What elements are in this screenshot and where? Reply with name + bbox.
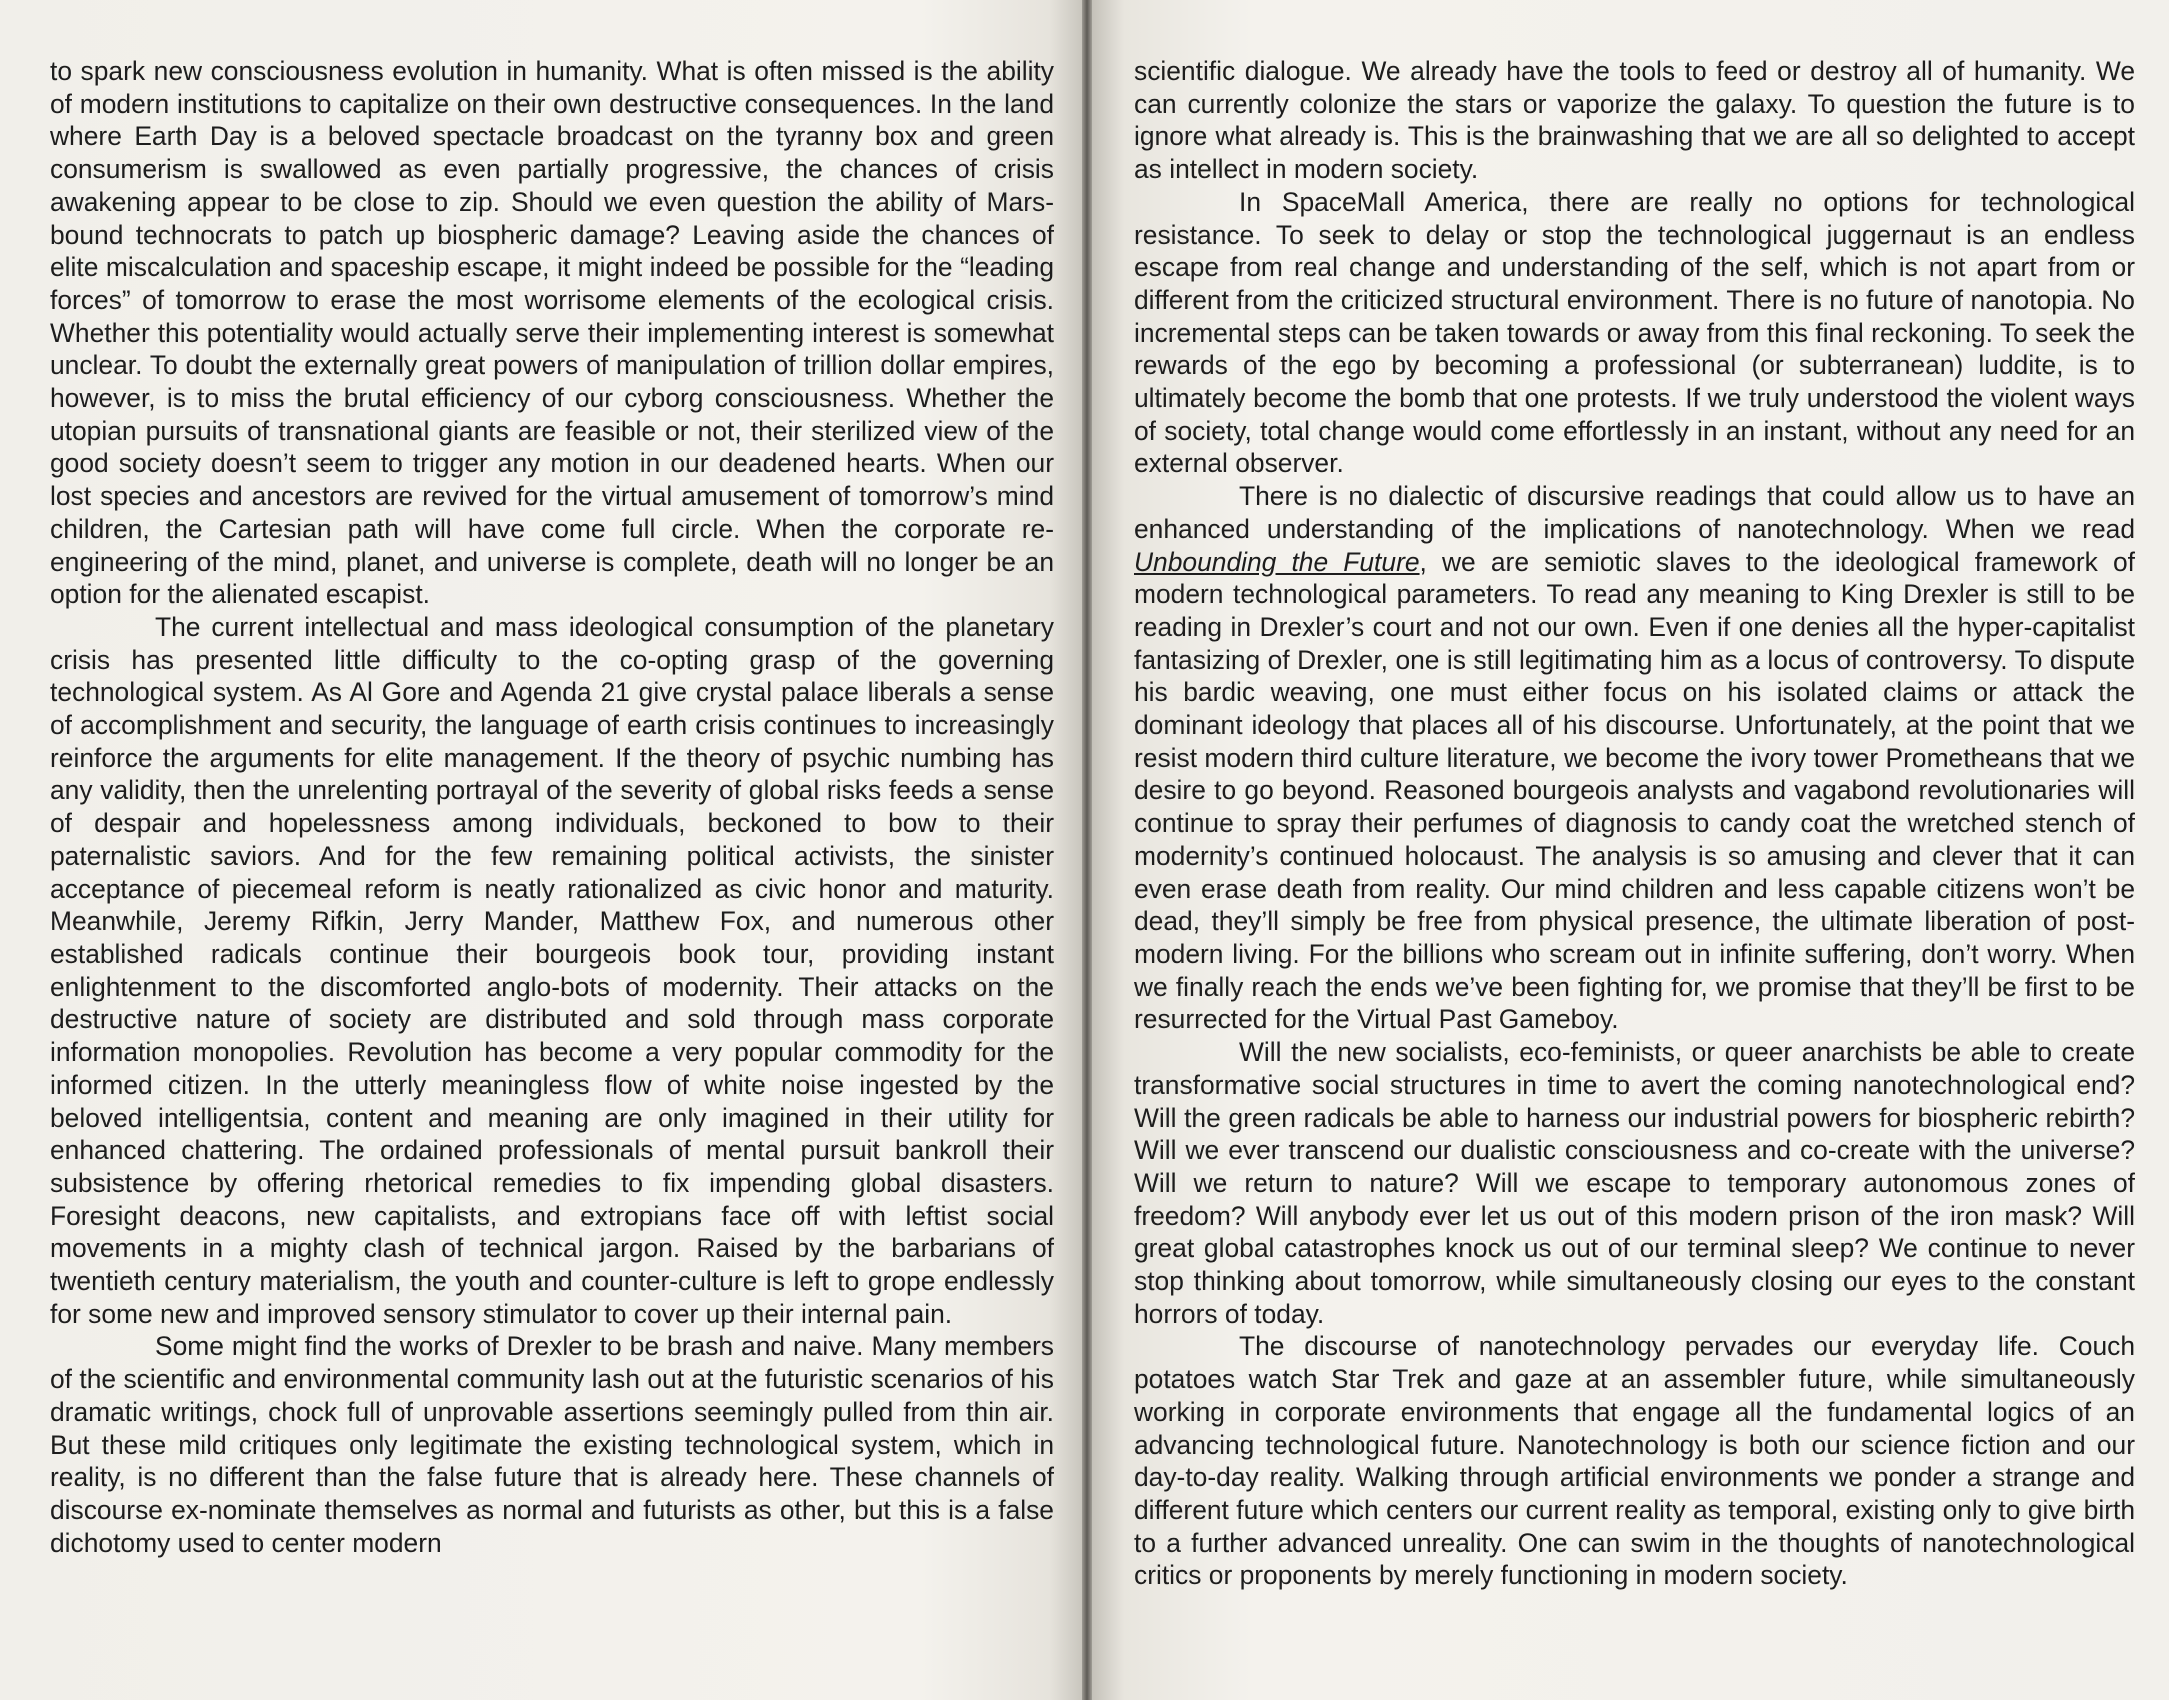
- right-paragraph: In SpaceMall America, there are really no options for technological resistance. To seek to delay or stop the technological juggernaut is an endless escape from real change and understanding of the self, which is not apart from or different from the criticized structural environment. There is no future of nanotopia. No incremental steps can be taken towards or away from this final reckoning. To seek the rewards of the ego by becoming a professional (or subterranean) luddite, is to ultimately become the bomb that one protests. If we truly understood the violent ways of society, total change would come effortlessly in an instant, without any need for an external observer.: [1134, 186, 2135, 479]
- left-paragraph: Some might find the works of Drexler to be brash and naive. Many members of the scientific and environmental community lash out at the futuristic scenarios of his dramatic writings, chock full of unprovable assertions seemingly pulled from thin air. But these mild critiques only legitimate the existing technological system, which in reality, is no different than the false future that is already here. These channels of discourse ex-nominate themselves as normal and futurists as other, but this is a false dichotomy used to center modern: [50, 1331, 1054, 1558]
- paragraph-text-segment: , we are semiotic slaves to the ideological framework of modern technological parameters. To read any meaning to King Drexler is still to be reading in Drexler’s court and not our own. Even if one denies all the hyper-capitalist fantasizing of Drexler, one is still legitimating him as a locus of controversy. To dispute his bardic weaving, one must either focus on his isolated claims or attack the dominant ideology that places all of his discourse. Unfortunately, at the point that we resist modern third culture literature, we become the ivory tower Prometheans that we desire to go beyond. Reasoned bourgeois analysts and vagabond revolutionaries will continue to spray their perfumes of diagnosis to candy coat the wretched stench of modernity’s continued holocaust. The analysis is so amusing and clever that it can even erase death from reality. Our mind children and less capable citizens won’t be dead, they’ll simply be free from physical presence, the ultimate liberation of post-modern living. For the billions who scream out in infinite suffering, don’t worry. When we finally reach the ends we’ve been fighting for, we promise that they’ll be first to be resurrected for the Virtual Past Gameboy.: [1134, 546, 2136, 1035]
- left-paragraph: The current intellectual and mass ideological consumption of the planetary crisis has presented little difficulty to the co-opting grasp of the governing technological system. As Al Gore and Agenda 21 give crystal palace liberals a sense of accomplishment and security, the language of earth crisis continues to increasingly reinforce the arguments for elite management. If the theory of psychic numbing has any validity, then the unrelenting portrayal of the severity of global risks feeds a sense of despair and hopelessness among individuals, beckoned to bow to their paternalistic saviors. And for the few remaining political activists, the sinister acceptance of piecemeal reform is neatly rationalized as civic honor and maturity. Meanwhile, Jeremy Rifkin, Jerry Mander, Matthew Fox, and numerous other established radicals continue their bourgeois book tour, providing instant enlightenment to the discomforted anglo-bots of modernity. Their attacks on the destructive nature of society are distributed and sold through mass corporate information monopolies. Revolution has become a very popular commodity for the informed citizen. In the utterly meaningless flow of white noise ingested by the beloved intelligentsia, content and meaning are only imagined in their utility for enhanced chattering. The ordained professionals of mental pursuit bankroll their subsistence by offering rhetorical remedies to fix impending global disasters. Foresight deacons, new capitalists, and extropians face off with leftist social movements in a mighty clash of technical jargon. Raised by the barbarians of twentieth century materialism, the youth and counter-culture is left to grope endlessly for some new and improved sensory stimulator to cover up their internal pain.: [50, 611, 1054, 1329]
- left-page-text: [50, 55, 1054, 1559]
- right-paragraph: Will the new socialists, eco-feminists, or queer anarchists be able to create transformative social structures in time to avert the coming nanotechnological end? Will the green radicals be able to harness our industrial powers for biospheric rebirth? Will we ever transcend our dualistic consciousness and co-create with the universe? Will we return to nature? Will we escape to temporary autonomous zones of freedom? Will anybody ever let us out of this modern prison of the iron mask? Will great global catastrophes knock us out of our terminal sleep? We continue to never stop thinking about tomorrow, while simultaneously closing our eyes to the constant horrors of today.: [1134, 1037, 2135, 1329]
- right-paragraph: The discourse of nanotechnology pervades our everyday life. Couch potatoes watch Star Trek and gaze at an assembler future, while simultaneously working in corporate environments that engage all the fundamental logics of an advancing technological future. Nanotechnology is both our science fiction and our day-to-day reality. Walking through artificial environments we ponder a strange and different future which centers our current reality as temporal, existing only to give birth to a further advanced unreality. One can swim in the thoughts of nanotechnological critics or proponents by merely functioning in modern society.: [1134, 1331, 2135, 1591]
- paragraph-text-segment: There is no dialectic of discursive readings that could allow us to have an enhanced understanding of the implications of nanotechnology. When we read: [1134, 481, 2135, 544]
- right-page: [1092, 0, 2169, 1700]
- right-paragraph: [1134, 480, 2135, 1036]
- right-page-text: [1134, 55, 2135, 1592]
- book-title-reference: Unbounding the Future: [1134, 546, 1420, 577]
- left-page: [0, 0, 1082, 1700]
- book-gutter: [1082, 0, 1092, 1700]
- left-paragraph: to spark new consciousness evolution in humanity. What is often missed is the ability of modern institutions to capitalize on their own destructive consequences. In the land where Earth Day is a beloved spectacle broadcast on the tyranny box and green consumerism is swallowed as even partially progressive, the chances of crisis awakening appear to be close to zip. Should we even question the ability of Mars-bound technocrats to patch up biospheric damage? Leaving aside the chances of elite miscalculation and spaceship escape, it might indeed be possible for the “leading forces” of tomorrow to erase the most worrisome elements of the ecological crisis. Whether this potentiality would actually serve their implementing interest is somewhat unclear. To doubt the externally great powers of manipulation of trillion dollar empires, however, is to miss the brutal efficiency of our cyborg consciousness. Whether the utopian pursuits of transnational giants are feasible or not, their sterilized view of the good society doesn’t seem to trigger any motion in our deadened hearts. When our lost species and ancestors are revived for the virtual amusement of tomorrow’s mind children, the Cartesian path will have come full circle. When the corporate re-engineering of the mind, planet, and universe is complete, death will no longer be an option for the alienated escapist.: [50, 56, 1054, 610]
- right-paragraph: scientific dialogue. We already have the tools to feed or destroy all of humanity. We can currently colonize the stars or vaporize the galaxy. To question the future is to ignore what already is. This is the brainwashing that we are all so delighted to accept as intellect in modern society.: [1134, 56, 2135, 185]
